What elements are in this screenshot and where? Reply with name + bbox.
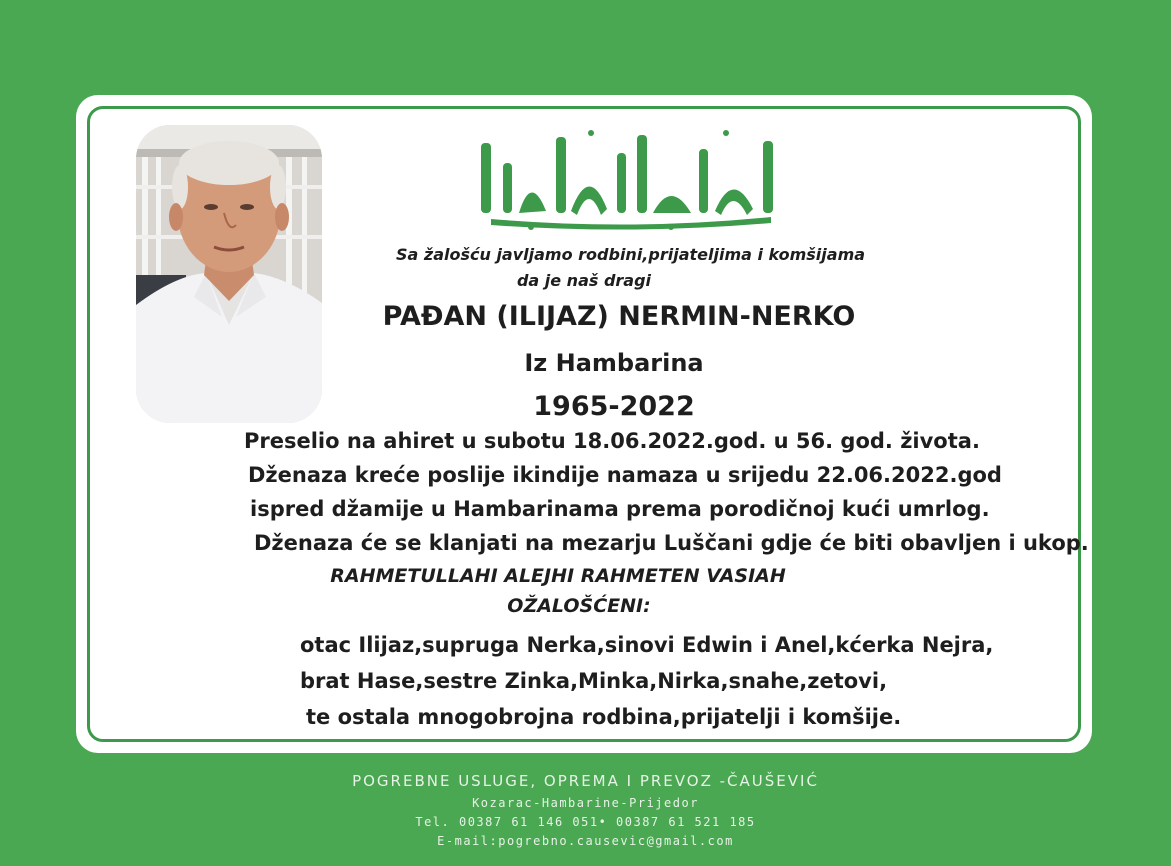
intro-line-1: Sa žalošću javljamo rodbini,prijateljima i komšijama: [396, 245, 866, 264]
obituary-card: [76, 95, 1092, 753]
body-line-4: Dženaza će se klanjati na mezarju Luščani gdje će biti obavljen i ukop.: [254, 531, 1089, 555]
family-line-3: te ostala mnogobrojna rodbina,prijatelji i komšije.: [306, 705, 902, 729]
body-line-1: Preselio na ahiret u subotu 18.06.2022.god. u 56. god. života.: [244, 429, 980, 453]
family-line-1: otac Ilijaz,supruga Nerka,sinovi Edwin i Anel,kćerka Nejra,: [300, 633, 994, 657]
intro-line-2: da je naš dragi: [516, 271, 652, 290]
body-line-3: ispred džamije u Hambarinama prema porodičnoj kući umrlog.: [250, 497, 990, 521]
life-years: 1965-2022: [533, 391, 695, 422]
body-line-2: Dženaza kreće poslije ikindije namaza u srijedu 22.06.2022.god: [248, 463, 1002, 487]
footer-phones: Tel. 00387 61 146 051• 00387 61 521 185: [415, 815, 756, 829]
arabic-calligraphy: [471, 123, 791, 233]
footer-locations: Kozarac-Hambarine-Prijedor: [472, 796, 699, 810]
place-of-origin: Iz Hambarina: [524, 349, 704, 377]
prayer-text: RAHMETULLAHI ALEJHI RAHMETEN VASIAH: [330, 565, 786, 587]
footer-company: POGREBNE USLUGE, OPREMA I PREVOZ -ČAUŠEVIĆ: [352, 772, 819, 790]
mourners-title: OŽALOŠĆENI:: [507, 595, 651, 617]
deceased-name: PAĐAN (ILIJAZ) NERMIN-NERKO: [382, 301, 856, 332]
family-line-2: brat Hase,sestre Zinka,Minka,Nirka,snahe,zetovi,: [300, 669, 888, 693]
footer-email: E-mail:pogrebno.causevic@gmail.com: [437, 834, 734, 848]
